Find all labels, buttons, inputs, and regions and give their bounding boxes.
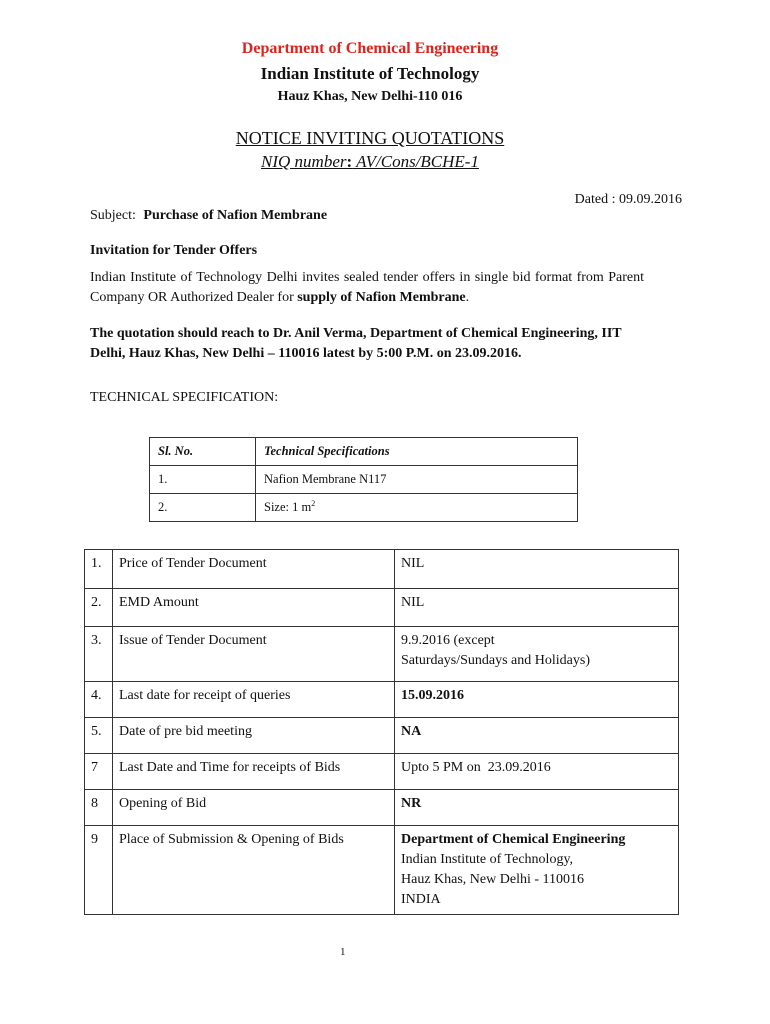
column-header-sl: Sl. No. bbox=[150, 438, 256, 466]
row-label: Date of pre bid meeting bbox=[113, 718, 395, 754]
technical-spec-table bbox=[149, 437, 578, 522]
spec-size: Size: 1 m bbox=[264, 500, 312, 515]
row-label: Opening of Bid bbox=[113, 790, 395, 826]
row-value bbox=[395, 627, 679, 682]
table-row bbox=[150, 494, 578, 522]
row-value bbox=[395, 826, 679, 915]
niq-value: AV/Cons/BCHE-1 bbox=[352, 152, 479, 171]
row-label: Price of Tender Document bbox=[113, 550, 395, 589]
row-label: Place of Submission & Opening of Bids bbox=[113, 826, 395, 915]
column-header-spec: Technical Specifications bbox=[256, 438, 578, 466]
table-row bbox=[85, 790, 679, 826]
row-number: 4. bbox=[85, 682, 113, 718]
row-value-line: Indian Institute of Technology, bbox=[401, 852, 574, 867]
department-title: Department of Chemical Engineering bbox=[241, 40, 499, 57]
spec-sl: 2. bbox=[150, 494, 256, 522]
row-value-line: INDIA bbox=[401, 892, 441, 907]
spec-value: Nafion Membrane N117 bbox=[256, 466, 578, 494]
table-header-row bbox=[150, 438, 578, 466]
row-value-line: Department of Chemical Engineering bbox=[401, 832, 626, 847]
invitation-paragraph bbox=[90, 268, 644, 308]
technical-heading: TECHNICAL SPECIFICATION: bbox=[90, 390, 279, 405]
row-value-line: Hauz Khas, New Delhi - 110016 bbox=[401, 872, 584, 887]
institute-address: Hauz Khas, New Delhi-110 016 bbox=[277, 89, 463, 104]
table-row bbox=[85, 627, 679, 682]
table-row bbox=[85, 718, 679, 754]
spec-size-exponent: 2 bbox=[311, 499, 316, 509]
row-number: 3. bbox=[85, 627, 113, 682]
row-value-line: Saturdays/Sundays and Holidays) bbox=[401, 653, 590, 668]
subject-label: Subject: bbox=[90, 208, 136, 223]
quotation-note: The quotation should reach to Dr. Anil Verma, Department of Chemical Engineering, IIT Delhi, Hauz Khas, New Delhi – 110016 latest by 5:00 P.M. on 23.09.2016. bbox=[90, 326, 622, 361]
table-row bbox=[85, 682, 679, 718]
row-value: NIL bbox=[395, 589, 679, 627]
notice-title: NOTICE INVITING QUOTATIONS bbox=[235, 128, 505, 148]
invitation-end: . bbox=[465, 290, 470, 305]
invitation-bold: supply of Nafion Membrane bbox=[297, 290, 466, 305]
row-number: 2. bbox=[85, 589, 113, 627]
table-row bbox=[85, 826, 679, 915]
spec-value bbox=[256, 494, 578, 522]
row-label: EMD Amount bbox=[113, 589, 395, 627]
row-number: 8 bbox=[85, 790, 113, 826]
invitation-heading: Invitation for Tender Offers bbox=[90, 243, 258, 258]
row-label: Last date for receipt of queries bbox=[113, 682, 395, 718]
niq-number bbox=[0, 152, 740, 172]
row-value: NIL bbox=[395, 550, 679, 589]
invitation-text: Indian Institute of Technology Delhi invites sealed tender offers in single bid format from Parent Company OR Authorized Dealer for bbox=[90, 270, 644, 305]
table-row bbox=[85, 754, 679, 790]
table-row bbox=[150, 466, 578, 494]
niq-label: NIQ number bbox=[261, 152, 347, 171]
tender-details-table bbox=[84, 549, 679, 915]
spec-sl: 1. bbox=[150, 466, 256, 494]
row-value: NR bbox=[395, 790, 679, 826]
row-value-line: 9.9.2016 (except bbox=[401, 633, 495, 648]
subject-value: Purchase of Nafion Membrane bbox=[143, 208, 328, 223]
row-value: Upto 5 PM on 23.09.2016 bbox=[395, 754, 679, 790]
row-number: 9 bbox=[85, 826, 113, 915]
row-label: Last Date and Time for receipts of Bids bbox=[113, 754, 395, 790]
table-row bbox=[85, 550, 679, 589]
row-value: 15.09.2016 bbox=[395, 682, 679, 718]
institute-name: Indian Institute of Technology bbox=[260, 64, 480, 83]
row-label: Issue of Tender Document bbox=[113, 627, 395, 682]
table-row bbox=[85, 589, 679, 627]
page-number: 1 bbox=[340, 946, 346, 958]
niq-colon: : bbox=[346, 152, 353, 171]
date-line: Dated : 09.09.2016 bbox=[574, 192, 682, 207]
row-value: NA bbox=[395, 718, 679, 754]
row-number: 5. bbox=[85, 718, 113, 754]
row-number: 7 bbox=[85, 754, 113, 790]
row-number: 1. bbox=[85, 550, 113, 589]
subject-line bbox=[90, 208, 327, 224]
